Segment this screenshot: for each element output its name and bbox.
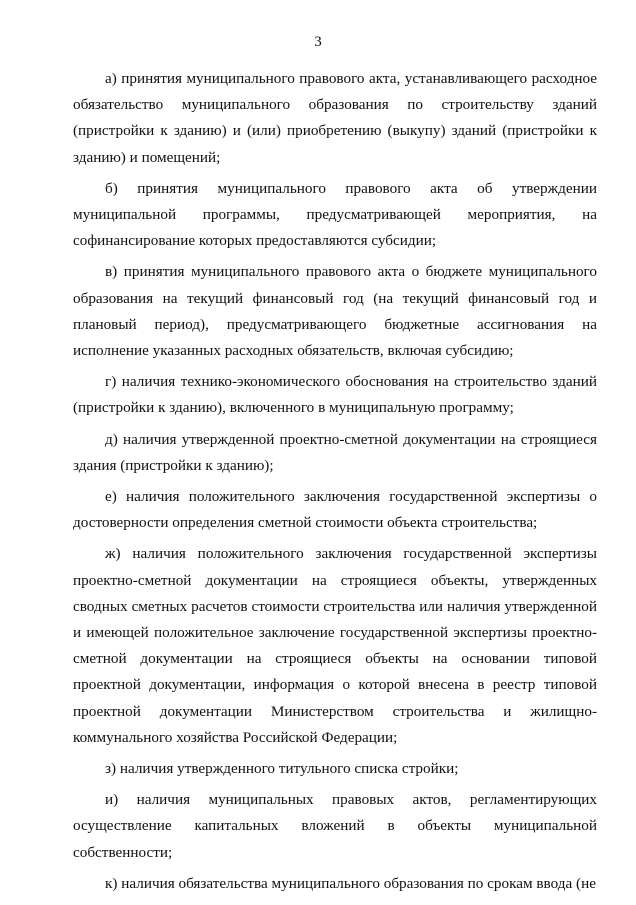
paragraph-i: и) наличия муниципальных правовых актов, регламентирующих осуществление капитальных вложений в объекты муниципальной собственности; [73,791,597,861]
page-number: 3 [314,34,322,50]
paragraph-k: к) наличия обязательства муниципального образования по срокам ввода (не [105,874,596,892]
paragraph-b: б) принятия муниципального правового акта об утверждении муниципальной программы, предусматривающей мероприятия, на софинансирование которых предоставляются субсидии; [73,179,597,250]
paragraph-zh: ж) наличия положительного заключения государственной экспертизы проектно-сметной документации на строящиеся объекты, утвержденных сводных сметных расчетов стоимости строительства или наличия утвержденной и имеющей положительное заключение государственной экспертизы проектно-сметной документации на строящиеся объекты на основании типовой проектной документации, информация о которой внесена в реестр типовой проектной документации Министерством строительства и жилищно-коммунального хозяйства Российской Федерации; [73,545,597,746]
paragraph-a: а) принятия муниципального правового акта, устанавливающего расходное обязательство муниципального образования по строительству зданий (пристройки к зданию) и (или) приобретению (выкупу) зданий (пристройки к зданию) и помещений; [73,70,597,166]
paragraph-v: в) принятия муниципального правового акта о бюджете муниципального образования на текущий финансовый год (на текущий финансовый год и плановый период), предусматривающего бюджетные ассигнования на исполнение указанных расходных обязательств, включая субсидию; [73,263,597,360]
paragraph-e: е) наличия положительного заключения государственной экспертизы о достоверности определения сметной стоимости объекта строительства; [73,488,597,532]
paragraph-g: г) наличия технико-экономического обоснования на строительство зданий (пристройки к зданию), включенного в муниципальную программу; [73,373,597,417]
paragraph-z: з) наличия утвержденного титульного списка стройки; [105,760,459,778]
document-body [73,66,597,897]
paragraph-d: д) наличия утвержденной проектно-сметной документации на строящиеся здания (пристройки к зданию); [73,430,597,474]
